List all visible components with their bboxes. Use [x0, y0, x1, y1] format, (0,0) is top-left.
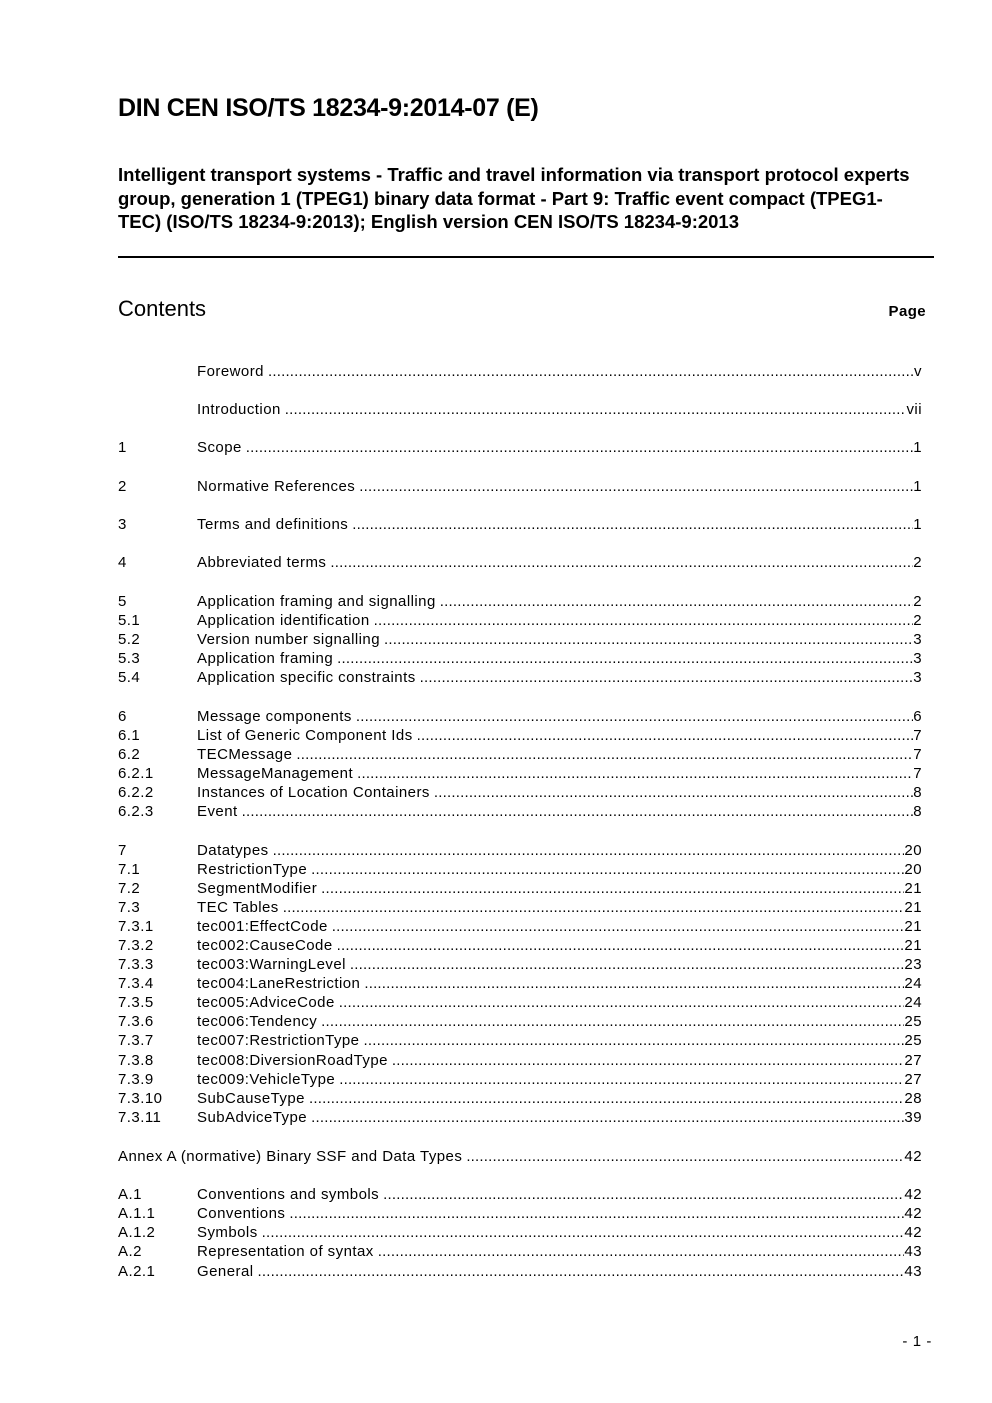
toc-entry-number: 5.2 [118, 631, 141, 648]
toc-leader [283, 898, 905, 917]
toc-leader [352, 515, 913, 534]
toc-entry-page: 21 [904, 899, 922, 916]
toc-entry-number: 6.2.3 [118, 803, 154, 820]
toc-entry-page: 28 [904, 1090, 922, 1107]
toc-entry[interactable] [118, 745, 922, 764]
toc-entry[interactable] [118, 1108, 922, 1127]
toc-entry-title: tec009:VehicleType [197, 1071, 336, 1088]
toc-entry-number: 7.3.4 [118, 975, 154, 992]
toc-entry-page: 43 [904, 1263, 922, 1280]
toc-entry-title: tec004:LaneRestriction [197, 975, 361, 992]
toc-entry-title: Event [197, 803, 238, 820]
toc-entry[interactable] [118, 515, 922, 534]
toc-entry-title: Message components [197, 708, 352, 725]
toc-entry-page: 23 [904, 956, 922, 973]
toc-entry-title: Annex A (normative) Binary SSF and Data Types [118, 1148, 463, 1165]
toc-leader [339, 1070, 904, 1089]
toc-leader [321, 1012, 904, 1031]
toc-leader [273, 841, 905, 860]
toc-entry-number: A.2.1 [118, 1263, 156, 1280]
toc-entry-page: vii [906, 401, 922, 418]
toc-entry[interactable] [118, 726, 922, 745]
toc-entry[interactable] [118, 592, 922, 611]
toc-entry-title: List of Generic Component Ids [197, 727, 413, 744]
toc-entry-number: 7.3.9 [118, 1071, 154, 1088]
toc-entry-number: 7.3.6 [118, 1013, 154, 1030]
toc-entry-page: 7 [913, 727, 922, 744]
toc-entry-title: Conventions [197, 1205, 286, 1222]
toc-entry-number: 6.1 [118, 727, 141, 744]
toc-entry-title: Application framing [197, 650, 334, 667]
toc-entry-number: 6 [118, 708, 127, 725]
toc-entry-page: 25 [904, 1013, 922, 1030]
toc-entry-page: 2 [913, 554, 922, 571]
toc-entry-page: v [914, 363, 922, 380]
toc-entry-number: 4 [118, 554, 127, 571]
toc-leader [289, 1204, 904, 1223]
toc-entry[interactable] [118, 1012, 922, 1031]
toc-entry-title: TECMessage [197, 746, 293, 763]
toc-entry-title: Application framing and signalling [197, 593, 436, 610]
toc-entry-number: 7.3.8 [118, 1052, 154, 1069]
toc-leader [332, 917, 905, 936]
toc-entry-number: 6.2 [118, 746, 141, 763]
toc-leader [337, 936, 905, 955]
toc-entry-title: RestrictionType [197, 861, 308, 878]
toc-entry-page: 1 [913, 478, 922, 495]
toc-entry-title: Scope [197, 439, 242, 456]
toc-leader [339, 993, 905, 1012]
toc-entry[interactable] [118, 707, 922, 726]
toc-entry[interactable] [118, 802, 922, 821]
toc-entry-page: 21 [904, 880, 922, 897]
toc-leader [311, 860, 904, 879]
toc-entry-title: Application identification [197, 612, 370, 629]
toc-leader [384, 630, 913, 649]
toc-entry-title: tec005:AdviceCode [197, 994, 335, 1011]
toc-entry-page: 20 [904, 861, 922, 878]
toc-entry[interactable] [118, 974, 922, 993]
toc-entry[interactable] [118, 1070, 922, 1089]
toc-entry-number: 7.3 [118, 899, 141, 916]
toc-entry-page: 7 [913, 765, 922, 782]
toc-entry-number: 7.3.10 [118, 1090, 163, 1107]
toc-entry-title: Foreword [197, 363, 264, 380]
toc-leader [417, 726, 914, 745]
toc-leader [440, 592, 913, 611]
toc-entry-page: 43 [904, 1243, 922, 1260]
toc-entry-number: 7.2 [118, 880, 141, 897]
toc-entry-number: 7.1 [118, 861, 141, 878]
toc-entry-title: Datatypes [197, 842, 269, 859]
toc-entry[interactable] [118, 1242, 922, 1261]
toc-leader [420, 668, 914, 687]
toc-entry[interactable] [118, 955, 922, 974]
toc-entry[interactable] [118, 438, 922, 457]
toc-entry-page: 7 [913, 746, 922, 763]
toc-entry-number: A.2 [118, 1243, 142, 1260]
toc-entry[interactable] [118, 400, 922, 419]
page-column-label: Page [888, 303, 926, 320]
toc-leader [337, 649, 913, 668]
toc-leader [330, 553, 913, 572]
toc-entry-title: SegmentModifier [197, 880, 318, 897]
toc-entry-title: SubAdviceType [197, 1109, 308, 1126]
toc-entry-page: 1 [913, 516, 922, 533]
toc-leader [296, 745, 913, 764]
toc-entry[interactable] [118, 879, 922, 898]
toc-entry-number: 5.4 [118, 669, 141, 686]
contents-heading: Contents [118, 296, 207, 321]
toc-entry-page: 27 [904, 1071, 922, 1088]
toc-leader [434, 783, 913, 802]
toc-entry[interactable] [118, 783, 922, 802]
toc-entry[interactable] [118, 1185, 922, 1204]
toc-leader [285, 400, 907, 419]
toc-entry[interactable] [118, 1262, 922, 1281]
toc-entry-number: 2 [118, 478, 127, 495]
toc-entry-page: 1 [913, 439, 922, 456]
toc-entry[interactable] [118, 362, 922, 381]
toc-entry-title: Symbols [197, 1224, 258, 1241]
toc-entry-page: 3 [913, 631, 922, 648]
toc-entry[interactable] [118, 649, 922, 668]
toc-entry-page: 24 [904, 975, 922, 992]
toc-entry[interactable] [118, 630, 922, 649]
toc-entry-number: 7.3.7 [118, 1032, 154, 1049]
toc-leader [309, 1089, 904, 1108]
toc-entry-title: tec003:WarningLevel [197, 956, 346, 973]
toc-entry-page: 24 [904, 994, 922, 1011]
toc-entry-page: 42 [904, 1205, 922, 1222]
toc-leader [364, 974, 904, 993]
toc-entry-page: 42 [904, 1186, 922, 1203]
toc-entry[interactable] [118, 936, 922, 955]
toc-entry-page: 3 [913, 650, 922, 667]
toc-leader [357, 764, 913, 783]
toc-entry-title: Application specific constraints [197, 669, 416, 686]
toc-leader [363, 1031, 904, 1050]
toc-entry-page: 8 [913, 784, 922, 801]
toc-entry-title: General [197, 1263, 254, 1280]
toc-entry-page: 21 [904, 918, 922, 935]
toc-entry-page: 2 [913, 612, 922, 629]
toc-entry[interactable] [118, 860, 922, 879]
toc-leader [466, 1147, 904, 1166]
toc-entry-title: Conventions and symbols [197, 1186, 380, 1203]
toc-entry-number: 7 [118, 842, 127, 859]
toc-entry-title: tec008:DiversionRoadType [197, 1052, 388, 1069]
toc-entry-number: 1 [118, 439, 127, 456]
toc-entry-title: MessageManagement [197, 765, 354, 782]
toc-leader [378, 1242, 905, 1261]
toc-entry-title: tec001:EffectCode [197, 918, 328, 935]
toc-entry-title: Instances of Location Containers [197, 784, 430, 801]
toc-entry-number: A.1.1 [118, 1205, 156, 1222]
toc-entry[interactable] [118, 764, 922, 783]
toc-entry-number: 6.2.2 [118, 784, 154, 801]
toc-entry-page: 27 [904, 1052, 922, 1069]
toc-entry-number: 5.3 [118, 650, 141, 667]
toc-entry-page: 20 [904, 842, 922, 859]
toc-leader [262, 1223, 905, 1242]
toc-entry-page: 25 [904, 1032, 922, 1049]
toc-leader [356, 707, 913, 726]
toc-entry[interactable] [118, 477, 922, 496]
page-number-footer: - 1 - [902, 1333, 932, 1350]
toc-entry-title: TEC Tables [197, 899, 279, 916]
toc-leader [311, 1108, 904, 1127]
toc-entry-number: A.1.2 [118, 1224, 156, 1241]
toc-leader [392, 1051, 905, 1070]
document-subtitle: Intelligent transport systems - Traffic and travel information via transport protocol experts group, generation 1 (TPEG1) binary data format - Part 9: Traffic event compact (TPEG1-TEC) (ISO/TS 18234-9:2013); English version CEN ISO/TS 18234-9:2013 [118, 164, 910, 233]
toc-entry-page: 21 [904, 937, 922, 954]
toc-entry-title: Version number signalling [197, 631, 381, 648]
toc-entry-number: 7.3.3 [118, 956, 154, 973]
toc-entry[interactable] [118, 1051, 922, 1070]
toc-entry-title: Terms and definitions [197, 516, 349, 533]
toc-leader [242, 802, 914, 821]
toc-entry[interactable] [118, 917, 922, 936]
toc-entry-page: 2 [913, 593, 922, 610]
toc-leader [374, 611, 914, 630]
toc-leader [321, 879, 904, 898]
toc-leader [258, 1262, 905, 1281]
toc-entry[interactable] [118, 1031, 922, 1050]
toc-entry-title: SubCauseType [197, 1090, 305, 1107]
toc-entry-number: 7.3.11 [118, 1109, 162, 1126]
toc-entry-number: 7.3.1 [118, 918, 154, 935]
toc-entry-number: 5 [118, 593, 127, 610]
toc-entry-title: Abbreviated terms [197, 554, 327, 571]
toc-entry[interactable] [118, 553, 922, 572]
toc-entry-page: 6 [913, 708, 922, 725]
toc-entry-title: tec007:RestrictionType [197, 1032, 360, 1049]
toc-entry[interactable] [118, 993, 922, 1012]
toc-entry[interactable] [118, 611, 922, 630]
toc-entry-number: 7.3.2 [118, 937, 154, 954]
toc-leader [268, 362, 914, 381]
toc-leader [350, 955, 904, 974]
toc-entry-number: 3 [118, 516, 127, 533]
toc-entry-number: 5.1 [118, 612, 141, 629]
toc-entry-title: Normative References [197, 478, 356, 495]
toc-entry-page: 42 [904, 1148, 922, 1165]
toc-entry-number: A.1 [118, 1186, 142, 1203]
toc-leader [359, 477, 913, 496]
toc-entry-page: 42 [904, 1224, 922, 1241]
toc-entry-title: tec002:CauseCode [197, 937, 333, 954]
toc-entry-page: 8 [913, 803, 922, 820]
toc-entry-page: 39 [904, 1109, 922, 1126]
toc-entry[interactable] [118, 668, 922, 687]
toc-entry[interactable] [118, 898, 922, 917]
toc-entry[interactable] [118, 1223, 922, 1242]
toc-entry[interactable] [118, 841, 922, 860]
toc-leader [383, 1185, 904, 1204]
toc-entry-title: Introduction [197, 401, 281, 418]
toc-entry-title: tec006:Tendency [197, 1013, 318, 1030]
toc-entry[interactable] [118, 1089, 922, 1108]
toc-entry-title: Representation of syntax [197, 1243, 374, 1260]
toc-entry-number: 6.2.1 [118, 765, 154, 782]
toc-entry[interactable] [118, 1204, 922, 1223]
toc-leader [246, 438, 913, 457]
document-title: DIN CEN ISO/TS 18234-9:2014-07 (E) [118, 94, 539, 122]
toc-entry-number: 7.3.5 [118, 994, 154, 1011]
toc-entry-page: 3 [913, 669, 922, 686]
toc-entry[interactable] [118, 1147, 922, 1166]
